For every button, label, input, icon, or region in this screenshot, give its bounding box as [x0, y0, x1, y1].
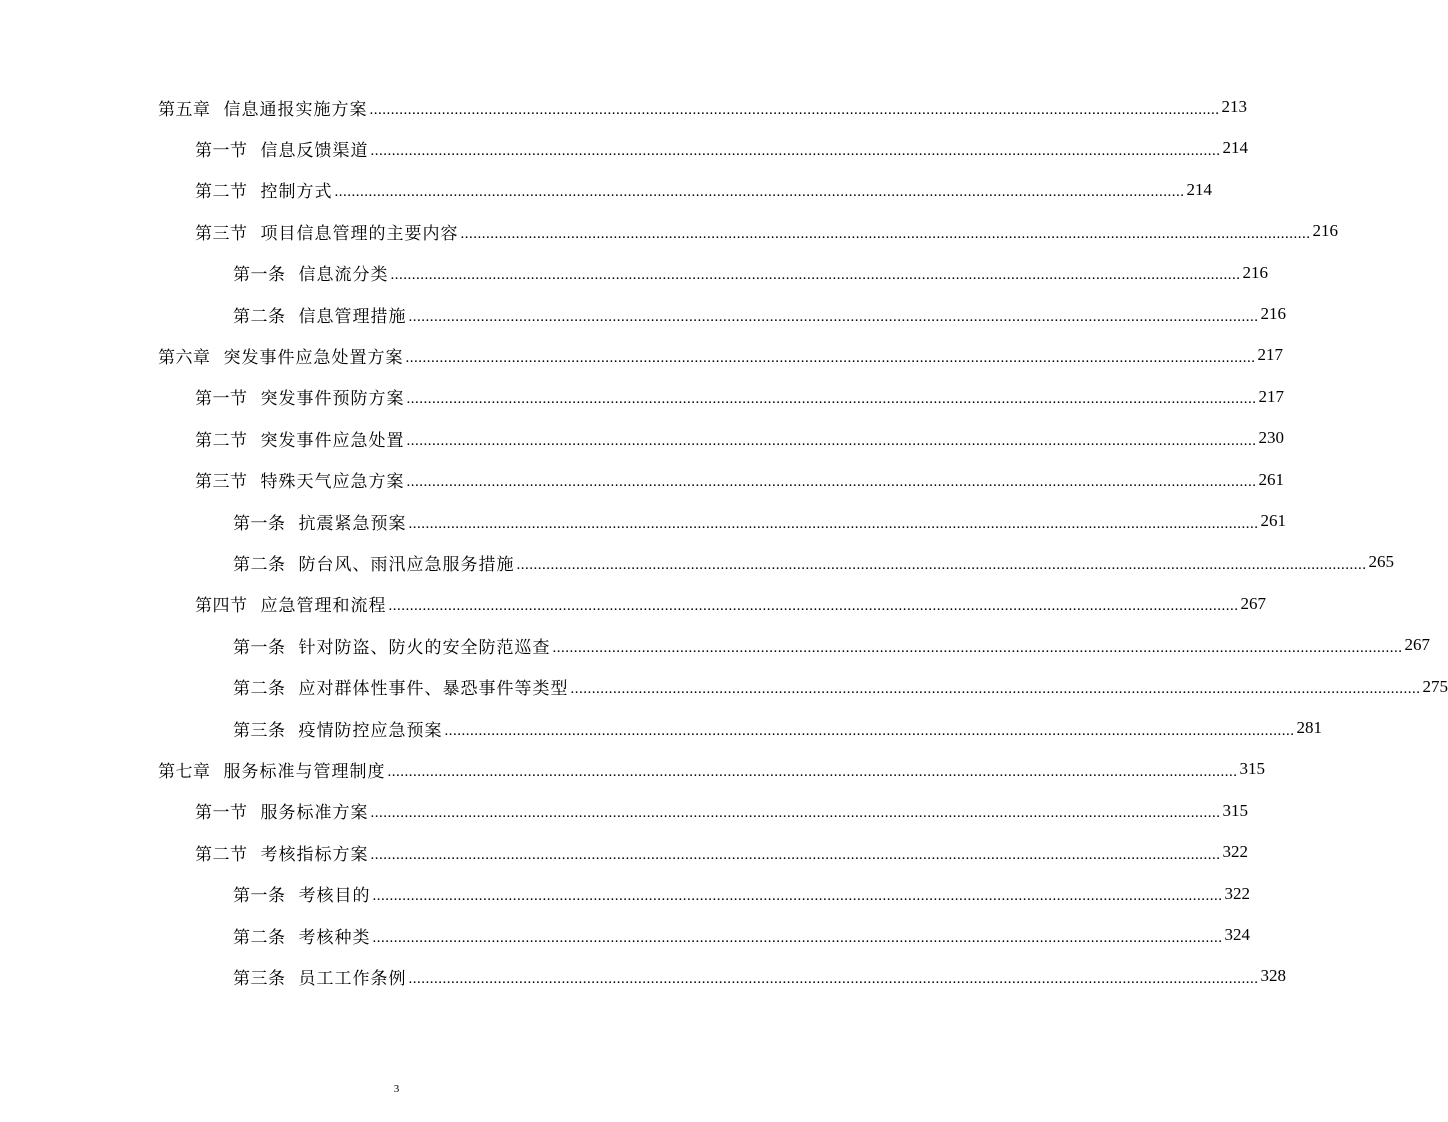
dot-leader: ........................................................................................................................................................................................................ [405, 349, 1256, 366]
toc-entry[interactable] [0, 214, 1338, 248]
toc-entry-page: 315 [1239, 759, 1265, 779]
toc-entry-line [195, 421, 1284, 455]
toc-entry-title: 信息通报实施方案 [223, 99, 368, 120]
toc-entry-page: 315 [1222, 800, 1248, 820]
toc-entry[interactable] [0, 670, 1448, 704]
toc-entry-page: 275 [1422, 676, 1448, 696]
toc-entry-line [233, 504, 1286, 538]
toc-entry-page: 214 [1222, 138, 1248, 158]
toc-entry-line [233, 545, 1394, 579]
dot-leader: ........................................................................................................................................................................................................ [372, 929, 1223, 946]
toc-entry-page: 267 [1240, 593, 1266, 613]
dot-leader: ........................................................................................................................................................................................................ [370, 805, 1221, 822]
dot-leader: ........................................................................................................................................................................................................ [369, 101, 1220, 118]
toc-entry[interactable] [0, 297, 1286, 331]
toc-entry-line [195, 463, 1284, 497]
toc-entry-title: 针对防盗、防火的安全防范巡查 [298, 637, 551, 658]
toc-entry-title: 考核种类 [298, 927, 371, 948]
toc-entry-line [233, 959, 1286, 993]
toc-entry-number: 第二条 [233, 306, 286, 327]
toc-entry[interactable] [0, 421, 1284, 455]
toc-entry-number: 第二节 [195, 430, 248, 451]
toc-entry-page: 261 [1258, 469, 1284, 489]
toc-entry-number: 第三条 [233, 968, 286, 989]
toc-entry-title: 控制方式 [260, 182, 333, 203]
toc-entry-number: 第三条 [233, 720, 286, 741]
toc-entry-page: 217 [1258, 386, 1284, 406]
dot-leader: ........................................................................................................................................................................................................ [516, 556, 1367, 573]
toc-entry-number: 第五章 [158, 99, 211, 120]
toc-entry-title: 考核目的 [298, 886, 371, 907]
dot-leader: ........................................................................................................................................................................................................ [570, 681, 1421, 698]
dot-leader: ........................................................................................................................................................................................................ [408, 970, 1259, 987]
toc-entry-line [233, 877, 1250, 911]
toc-entry-line [195, 794, 1248, 828]
toc-entry-line [158, 752, 1265, 786]
toc-entry-page: 328 [1260, 966, 1286, 986]
toc-entry-number: 第七章 [158, 761, 211, 782]
toc-entry-page: 213 [1221, 97, 1247, 116]
toc-entry-page: 324 [1224, 925, 1250, 944]
toc-entry-line [195, 587, 1266, 621]
toc-entry-number: 第六章 [158, 347, 211, 368]
toc-entry-line [233, 628, 1430, 662]
toc-entry-line [195, 131, 1248, 165]
toc-entry-title: 信息反馈渠道 [260, 140, 369, 161]
toc-entry-number: 第三节 [195, 223, 248, 244]
toc-entry-page: 216 [1312, 221, 1338, 241]
dot-leader: ........................................................................................................................................................................................................ [406, 391, 1257, 408]
toc-entry[interactable] [0, 173, 1212, 207]
toc-entry-line [233, 670, 1448, 704]
toc-entry-title: 信息流分类 [298, 265, 389, 286]
toc-entry-page: 281 [1296, 718, 1322, 737]
toc-entry[interactable] [0, 545, 1394, 579]
toc-entry[interactable] [0, 90, 1247, 124]
toc-entry-number: 第一条 [233, 886, 286, 907]
toc-entry-title: 应对群体性事件、暴恐事件等类型 [298, 679, 569, 700]
toc-entry[interactable] [0, 504, 1286, 538]
toc-entry-page: 322 [1224, 883, 1250, 903]
toc-entry[interactable] [0, 794, 1248, 828]
toc-entry[interactable] [0, 711, 1322, 745]
toc-entry-page: 267 [1404, 635, 1430, 655]
toc-entry-line [195, 173, 1212, 207]
dot-leader: ........................................................................................................................................................................................................ [552, 639, 1403, 656]
toc-entry-line [233, 711, 1322, 745]
toc-entry-title: 项目信息管理的主要内容 [260, 223, 459, 244]
toc-entry-page: 216 [1260, 304, 1286, 323]
toc-entry-title: 信息管理措施 [298, 306, 407, 327]
toc-entry-title: 突发事件应急处置 [260, 430, 405, 451]
toc-entry-title: 应急管理和流程 [260, 596, 387, 617]
toc-entry[interactable] [0, 918, 1250, 952]
toc-entry-number: 第一条 [233, 637, 286, 658]
toc-entry-line [233, 256, 1268, 290]
toc-entry-line [233, 918, 1250, 952]
toc-entry-page: 265 [1368, 552, 1394, 572]
toc-entry[interactable] [0, 338, 1283, 372]
toc-entry[interactable] [0, 463, 1284, 497]
toc-entry-title: 疫情防控应急预案 [298, 720, 443, 741]
toc-entry-number: 第二节 [195, 844, 248, 865]
toc-entry-title: 突发事件应急处置方案 [223, 347, 404, 368]
dot-leader: ........................................................................................................................................................................................................ [334, 184, 1185, 201]
toc-entry-number: 第二条 [233, 554, 286, 575]
toc-entry-line [195, 835, 1248, 869]
toc-entry-title: 突发事件预防方案 [260, 389, 405, 410]
toc-entry-line [233, 297, 1286, 331]
dot-leader: ........................................................................................................................................................................................................ [406, 432, 1257, 449]
toc-entry-page: 322 [1222, 842, 1248, 862]
toc-entry[interactable] [0, 835, 1248, 869]
toc-entry-title: 考核指标方案 [260, 844, 369, 865]
toc-entry-page: 261 [1260, 511, 1286, 530]
toc-entry-title: 防台风、雨汛应急服务措施 [298, 554, 515, 575]
dot-leader: ........................................................................................................................................................................................................ [406, 474, 1257, 491]
toc-entry-line [158, 90, 1247, 124]
toc-entry-number: 第三节 [195, 472, 248, 493]
toc-entry[interactable] [0, 380, 1284, 414]
dot-leader: ........................................................................................................................................................................................................ [408, 308, 1259, 325]
toc-entry-number: 第一条 [233, 513, 286, 534]
toc-entry-page: 216 [1242, 262, 1268, 282]
toc-entry-number: 第二节 [195, 182, 248, 203]
toc-entry-title: 服务标准方案 [260, 803, 369, 824]
dot-leader: ........................................................................................................................................................................................................ [370, 142, 1221, 159]
toc-entry[interactable] [0, 752, 1265, 786]
toc-entry[interactable] [0, 628, 1430, 662]
toc-entry[interactable] [0, 877, 1250, 911]
dot-leader: ........................................................................................................................................................................................................ [460, 225, 1311, 242]
toc-entry-number: 第二条 [233, 927, 286, 948]
page-number: 3 [393, 1083, 400, 1095]
dot-leader: ........................................................................................................................................................................................................ [370, 846, 1221, 863]
toc-entry-page: 214 [1186, 179, 1212, 199]
dot-leader: ........................................................................................................................................................................................................ [444, 722, 1295, 739]
toc-entry-number: 第一节 [195, 389, 248, 410]
toc-entry-title: 员工工作条例 [298, 968, 407, 989]
toc-entry-number: 第一节 [195, 803, 248, 824]
toc-entry-page: 230 [1258, 428, 1284, 448]
dot-leader: ........................................................................................................................................................................................................ [408, 515, 1259, 532]
toc-entry-line [158, 338, 1283, 372]
dot-leader: ........................................................................................................................................................................................................ [387, 763, 1238, 780]
toc-entry-line [195, 214, 1338, 248]
toc-entry-page: 217 [1257, 345, 1283, 365]
toc-entry-title: 特殊天气应急方案 [260, 472, 405, 493]
toc-entry-title: 服务标准与管理制度 [223, 761, 386, 782]
dot-leader: ........................................................................................................................................................................................................ [390, 267, 1241, 284]
toc-entry[interactable] [0, 587, 1266, 621]
dot-leader: ........................................................................................................................................................................................................ [388, 598, 1239, 615]
toc-entry[interactable] [0, 131, 1248, 165]
toc-entry-number: 第二条 [233, 679, 286, 700]
toc-entry[interactable] [0, 256, 1268, 290]
toc-entry[interactable] [0, 959, 1286, 993]
toc-entry-number: 第四节 [195, 596, 248, 617]
toc-entry-number: 第一节 [195, 140, 248, 161]
toc-entry-title: 抗震紧急预案 [298, 513, 407, 534]
toc-entry-number: 第一条 [233, 265, 286, 286]
toc-entry-line [195, 380, 1284, 414]
dot-leader: ........................................................................................................................................................................................................ [372, 888, 1223, 905]
